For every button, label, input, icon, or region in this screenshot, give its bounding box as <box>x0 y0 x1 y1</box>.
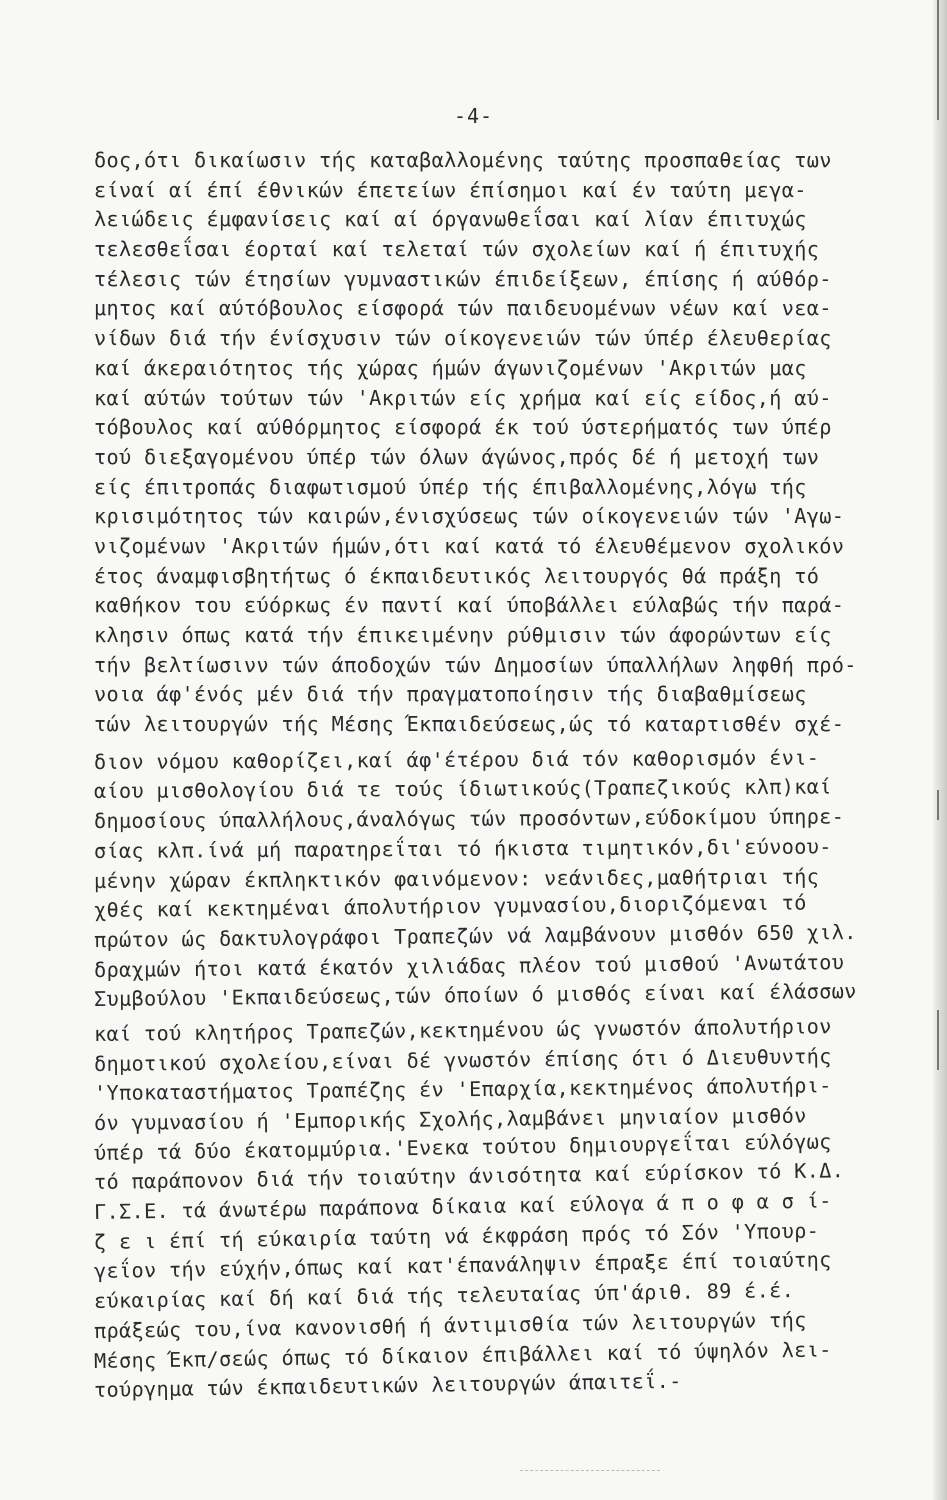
text-line: λειώδεις έμφανίσεις καί αί όργανωθεΐσαι καί λίαν έπιτυχώς <box>94 207 807 232</box>
text-line: νοια άφ'ένός μέν διά τήν πραγματοποίησιν τής διαβαθμίσεως <box>94 682 807 707</box>
text-line: μένην χώραν έκπληκτικόν φαινόμενον: νεάνιδες,μαθήτριαι τής <box>93 864 820 893</box>
text-line: τέλεσις τών έτησίων γυμναστικών έπιδείξεων, έπίσης ή αύθόρ- <box>94 266 832 291</box>
text-line: καθήκον του εύόρκως έν παντί καί ύποβάλλει εύλαβώς τήν παρά- <box>94 593 845 618</box>
text-line: νίδων διά τήν ένίσχυσιν τών οίκογενειών τών ύπέρ έλευθερίας <box>94 326 832 351</box>
text-line: εύκαιρίας καί δή καί διά τής τελευταίας ύπ'άριθ. 89 έ.έ. <box>93 1278 795 1314</box>
text-line: διον νόμου καθορίζει,καί άφ'έτέρου διά τόν καθορισμόν ένι- <box>93 745 820 774</box>
text-line: σίας κλπ.ίνά μή παρατηρεΐται τό ήκιστα τιμητικόν,δι'εύνοου- <box>93 834 832 863</box>
text-line: καί τού κλητήρος Τραπεζών,κεκτημένου ώς γνωστόν άπολυτήριον <box>93 1014 832 1046</box>
edge-mark <box>937 790 939 820</box>
text-line: τού διεξαγομένου ύπέρ τών όλων άγώνος,πρός δέ ή μετοχή των <box>94 444 820 469</box>
text-line: μητος καί αύτόβουλος είσφορά τών παιδευομένων νέων καί νεα- <box>94 296 832 321</box>
text-line: γεΐον τήν εύχήν,όπως καί κατ'έπανάληψιν έπραξε έπί τοιαύτης <box>93 1247 832 1284</box>
text-line: ζ ε ι έπί τή εύκαιρία ταύτη νά έκφράση πρός τό Σόν 'Υπουρ- <box>93 1218 820 1254</box>
faint-footer-mark <box>520 1470 660 1473</box>
text-line: τούργημα τών έκπαιδευτικών λειτουργών άπαιτεΐ.- <box>93 1368 682 1403</box>
text-line: τών λειτουργών τής Μέσης Έκπαιδεύσεως,ώς τό καταρτισθέν σχέ- <box>94 712 845 737</box>
text-line: αίου μισθολογίου διά τε τούς ίδιωτικούς(Τραπεζικούς κλπ)καί <box>93 774 832 804</box>
text-line: καί άκεραιότητος τής χώρας ήμών άγωνιζομένων 'Ακριτών μας <box>94 355 807 380</box>
text-line: χθές καί κεκτημέναι άπολυτήριον γυμνασίου,διοριζόμεναι τό <box>93 890 807 923</box>
text-line: πρώτον ώς δακτυλογράφοι Τραπεζών νά λαμβάνουν μισθόν 650 χιλ. <box>93 919 857 952</box>
text-line: Μέσης Έκπ/σεώς όπως τό δίκαιον έπιβάλλει καί τό ύψηλόν λει- <box>93 1336 832 1373</box>
text-line: έτος άναμφισβητήτως ό έκπαιδευτικός λειτουργός θά πράξη τό <box>94 563 820 588</box>
text-line: κλησιν όπως κατά τήν έπικειμένην ρύθμισιν τών άφορώντων είς <box>94 623 832 647</box>
text-line: όν γυμνασίου ή 'Εμπορικής Σχολής,λαμβάνει μηνιαίον μισθόν <box>93 1103 807 1135</box>
edge-mark <box>937 0 939 120</box>
text-line: είναί αί έπί έθνικών έπετείων έπίσημοι καί έν ταύτη μεγα- <box>94 177 807 202</box>
text-line: τήν βελτίωσινν τών άποδοχών τών Δημοσίων ύπαλλήλων ληφθή πρό- <box>94 652 857 677</box>
text-line: τόβουλος καί αύθόρμητος είσφορά έκ τού ύστερήματός των ύπέρ <box>94 415 832 440</box>
page-number: -4- <box>453 104 494 128</box>
text-line: τελεσθεΐσαι έορταί καί τελεταί τών σχολείων καί ή έπιτυχής <box>94 237 820 262</box>
text-line: κρισιμότητος τών καιρών,ένισχύσεως τών οίκογενειών τών 'Αγω- <box>94 504 845 529</box>
page-edge-shadow <box>933 0 947 1500</box>
text-line: πράξεώς του,ίνα κανονισθή ή άντιμισθία τών λειτουργών τής <box>93 1307 807 1343</box>
text-line: τό παράπονον διά τήν τοιαύτην άνισότητα καί εύρίσκον τό Κ.Δ. <box>93 1158 845 1195</box>
text-line: καί αύτών τούτων τών 'Ακριτών είς χρήμα καί είς είδος,ή αύ- <box>94 385 832 410</box>
text-line: είς έπιτροπάς διαφωτισμού ύπέρ τής έπιβαλλομένης,λόγω τής <box>94 474 807 499</box>
text-line: Συμβούλου 'Εκπαιδεύσεως,τών όποίων ό μισθός είναι καί έλάσσων <box>93 979 857 1012</box>
text-line: νιζομένων 'Ακριτών ήμών,ότι καί κατά τό έλευθέμενον σχολικόν <box>94 533 845 558</box>
body-text <box>94 146 894 1406</box>
edge-mark <box>937 1010 939 1070</box>
text-line: δημοτικού σχολείου,είναι δέ γνωστόν έπίσης ότι ό Διευθυντής <box>93 1043 832 1076</box>
text-line: Γ.Σ.Ε. τά άνωτέρω παράπονα δίκαια καί εύλογα ά π ο φ α σ ί- <box>93 1188 832 1225</box>
text-line: ύπέρ τά δύο έκατομμύρια.'Ενεκα τούτου δημιουργεΐται εύλόγως <box>93 1129 832 1165</box>
text-line: δραχμών ήτοι κατά έκατόν χιλιάδας πλέον τού μισθού 'Ανωτάτου <box>93 949 845 982</box>
text-line: 'Υποκαταστήματος Τραπέζης έν 'Επαρχία,κεκτημένος άπολυτήρι- <box>93 1073 832 1106</box>
text-line: δος,ότι δικαίωσιν τής καταβαλλομένης ταύτης προσπαθείας των <box>94 148 832 172</box>
text-line: δημοσίους ύπαλλήλους,άναλόγως τών προσόντων,εύδοκίμου ύπηρε- <box>93 804 845 834</box>
